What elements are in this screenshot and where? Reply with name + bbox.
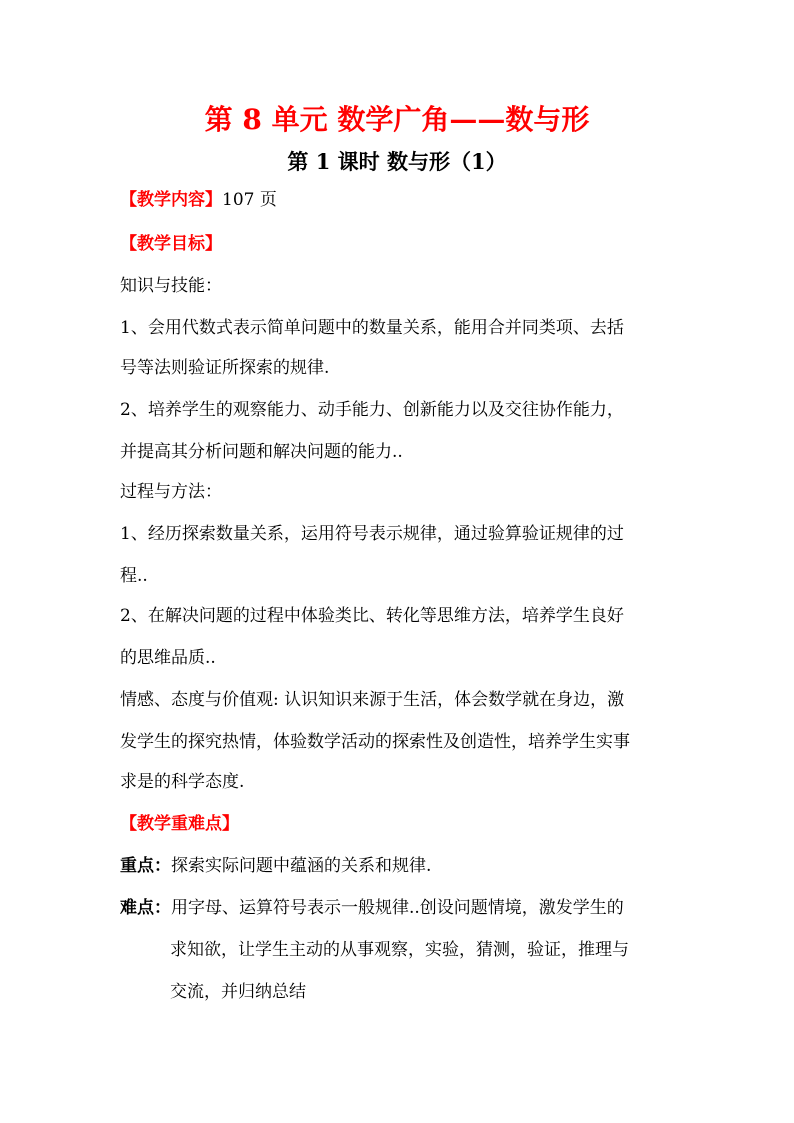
difficult-point-label: 难点： — [120, 898, 171, 918]
knowledge-item-2-line-2: 并提高其分析问题和解决问题的能力.. — [120, 442, 403, 462]
emotion-line-1: 情感、态度与价值观: 认识知识来源于生活，体会数学就在身边，激 — [120, 690, 625, 710]
knowledge-item-2-line-1: 2、培养学生的观察能力、动手能力、创新能力以及交往协作能力， — [120, 400, 624, 420]
key-points-label: 【教学重难点】 — [120, 814, 239, 834]
emotion-line-3: 求是的科学态度. — [120, 772, 245, 792]
difficult-point-line-3: 交流，并归纳总结 — [170, 982, 306, 1002]
key-point-line — [120, 854, 680, 878]
knowledge-item-1-line-2: 号等法则验证所探索的规律. — [120, 358, 330, 378]
key-point-text: 探索实际问题中蕴涵的关系和规律. — [171, 856, 432, 876]
difficult-point-line-2: 求知欲，让学生主动的从事观察，实验，猜测，验证，推理与 — [170, 940, 629, 960]
knowledge-heading: 知识与技能： — [120, 276, 222, 296]
unit-title: 第 8 单元 数学广角——数与形 — [204, 103, 590, 136]
difficult-point-line-1 — [120, 896, 680, 920]
process-item-2-line-2: 的思维品质.. — [120, 648, 216, 668]
process-item-1-line-1: 1、经历探索数量关系，运用符号表示规律，通过验算验证规律的过 — [120, 524, 624, 544]
teaching-content-value: 107 页 — [222, 190, 277, 210]
process-heading: 过程与方法： — [120, 482, 222, 502]
teaching-content-label: 【教学内容】 — [120, 190, 222, 210]
knowledge-item-1-line-1: 1、会用代数式表示简单问题中的数量关系，能用合并同类项、去括 — [120, 318, 624, 338]
emotion-line-2: 发学生的探究热情，体验数学活动的探索性及创造性，培养学生实事 — [120, 732, 630, 752]
difficult-point-text-1: 用字母、运算符号表示一般规律..创设问题情境，激发学生的 — [171, 898, 624, 918]
process-item-1-line-2: 程.. — [120, 566, 148, 586]
key-point-label: 重点： — [120, 856, 171, 876]
lesson-subtitle: 第 1 课时 数与形（1） — [287, 149, 507, 174]
process-item-2-line-1: 2、在解决问题的过程中体验类比、转化等思维方法，培养学生良好 — [120, 606, 624, 626]
teaching-content-line — [120, 188, 680, 212]
teaching-objectives-label: 【教学目标】 — [120, 234, 222, 254]
